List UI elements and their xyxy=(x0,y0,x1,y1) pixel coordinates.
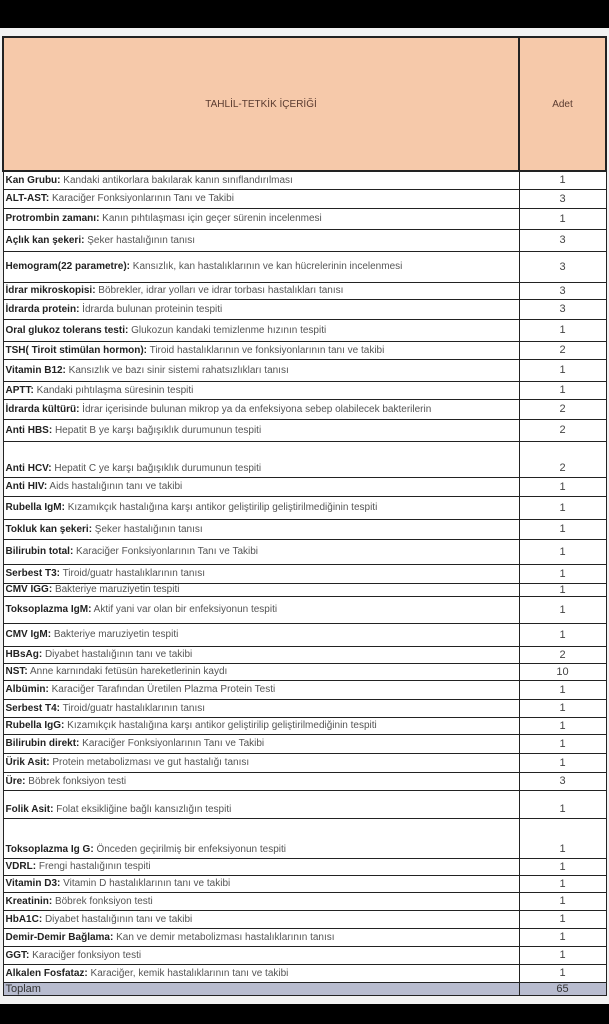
table-row xyxy=(3,596,606,623)
test-description: Karaciğer Tarafından Üretilen Plazma Protein Testi xyxy=(48,684,276,695)
table-row xyxy=(3,564,606,583)
test-name: Anti HCV: xyxy=(5,462,52,474)
test-count: 1 xyxy=(519,519,606,539)
table-row xyxy=(3,892,606,910)
test-name: APTT: xyxy=(5,384,34,396)
test-name: İdrar mikroskopisi: xyxy=(5,285,96,296)
test-description: Tiroid/guatr hastalıklarının tanısı xyxy=(59,568,206,579)
test-description-cell xyxy=(3,539,519,564)
table-row xyxy=(3,441,606,477)
test-description: Hepatit C ye karşı bağışıklık durumunun tespiti xyxy=(51,462,262,474)
test-description-cell xyxy=(3,875,519,892)
test-description-cell xyxy=(3,419,519,441)
test-count: 2 xyxy=(519,441,606,477)
table-row xyxy=(3,623,606,646)
table-row xyxy=(3,699,606,717)
test-description: Anne karnındaki fetüsün hareketlerinin kaydı xyxy=(27,666,228,677)
test-description: Kanın pıhtılaşması için geçer sürenin incelenmesi xyxy=(99,213,322,224)
test-description-cell xyxy=(3,583,519,596)
test-description: Şeker hastalığının tanısı xyxy=(84,234,196,246)
test-name: Anti HBS: xyxy=(5,424,53,436)
test-description-cell xyxy=(3,818,519,858)
test-description-cell xyxy=(3,299,519,319)
test-name: ALT-AST: xyxy=(5,193,50,204)
test-count: 3 xyxy=(519,772,606,790)
test-description-cell xyxy=(3,753,519,772)
test-description: Bakteriye maruziyetin tespiti xyxy=(52,584,180,595)
test-description: Vitamin D hastalıklarının tanı ve takibi xyxy=(60,878,231,889)
table-row xyxy=(3,419,606,441)
table-row xyxy=(3,477,606,496)
test-count: 1 xyxy=(519,208,606,229)
table-row xyxy=(3,539,606,564)
test-description-cell xyxy=(3,282,519,299)
test-count: 10 xyxy=(519,663,606,680)
test-count: 1 xyxy=(519,496,606,519)
test-description: Diyabet hastalığının tanı ve takibi xyxy=(42,913,193,925)
test-count: 3 xyxy=(519,299,606,319)
test-count: 1 xyxy=(519,539,606,564)
table-row xyxy=(3,341,606,359)
test-count: 3 xyxy=(519,189,606,208)
test-count: 1 xyxy=(519,381,606,399)
table-row xyxy=(3,858,606,875)
test-count: 1 xyxy=(519,946,606,964)
table-row xyxy=(3,496,606,519)
test-name: TSH( Tiroit stimülan hormon): xyxy=(5,344,147,356)
test-count: 1 xyxy=(519,790,606,818)
total-label: Toplam xyxy=(3,982,519,995)
test-description-cell xyxy=(3,496,519,519)
test-count: 3 xyxy=(519,282,606,299)
test-description: Kandaki pıhtılaşma süresinin tespiti xyxy=(33,384,194,396)
test-description: Folat eksikliğine bağlı kansızlığın tespiti xyxy=(53,803,232,815)
test-description: Kızamıkçık hastalığına karşı antikor geliştirilip geliştirilmediğinin tespiti xyxy=(64,720,377,731)
spreadsheet xyxy=(0,28,609,1004)
test-description-cell xyxy=(3,596,519,623)
table-row xyxy=(3,319,606,341)
test-description-cell xyxy=(3,359,519,381)
test-count: 1 xyxy=(519,753,606,772)
test-name: Vitamin B12: xyxy=(5,364,66,376)
table-row xyxy=(3,928,606,946)
table-row xyxy=(3,772,606,790)
test-name: Serbest T3: xyxy=(5,568,60,579)
test-description-cell xyxy=(3,928,519,946)
test-description-cell xyxy=(3,477,519,496)
test-name: Kreatinin: xyxy=(5,895,53,907)
test-name: Oral glukoz tolerans testi: xyxy=(5,324,129,336)
test-name: HbA1C: xyxy=(5,913,43,925)
test-name: Toksoplazma IgM: xyxy=(5,604,92,615)
test-description: Kandaki antikorlara bakılarak kanın sınıflandırılması xyxy=(60,174,293,186)
header-content: TAHLİL-TETKİK İÇERİĞİ xyxy=(3,37,519,171)
test-description-cell xyxy=(3,646,519,663)
test-description-cell xyxy=(3,680,519,699)
table-row xyxy=(3,381,606,399)
test-description: Kansızlık, kan hastalıklarının ve kan hücrelerinin incelenmesi xyxy=(130,261,403,272)
test-name: İdrarda kültürü: xyxy=(5,403,80,415)
test-name: Ürik Asit: xyxy=(5,757,50,768)
test-name: Rubella IgM: xyxy=(5,502,65,513)
test-description: Böbrek fonksiyon testi xyxy=(25,775,127,787)
test-description: Karaciğer Fonksiyonlarının Tanı ve Takibi xyxy=(73,546,259,557)
table-row xyxy=(3,734,606,753)
test-name: Üre: xyxy=(5,775,26,787)
total-row xyxy=(3,982,606,995)
total-count: 65 xyxy=(519,982,606,995)
test-count: 1 xyxy=(519,734,606,753)
table-row xyxy=(3,583,606,596)
test-count: 1 xyxy=(519,680,606,699)
test-name: CMV IGG: xyxy=(5,584,53,595)
test-description: Aktif yani var olan bir enfeksiyonun tespiti xyxy=(91,604,278,615)
test-name: Anti HIV: xyxy=(5,481,48,492)
test-count: 1 xyxy=(519,964,606,982)
test-count: 1 xyxy=(519,623,606,646)
header-count: Adet xyxy=(519,37,606,171)
test-count: 1 xyxy=(519,717,606,734)
test-name: Folik Asit: xyxy=(5,803,54,815)
test-name: Kan Grubu: xyxy=(5,174,61,186)
test-count: 2 xyxy=(519,341,606,359)
test-description: Böbrek fonksiyon testi xyxy=(52,895,153,907)
test-description-cell xyxy=(3,964,519,982)
test-description-cell xyxy=(3,910,519,928)
test-description-cell xyxy=(3,381,519,399)
test-name: GGT: xyxy=(5,949,30,961)
test-count: 1 xyxy=(519,477,606,496)
test-count: 1 xyxy=(519,928,606,946)
test-name: Alkalen Fosfataz: xyxy=(5,967,88,979)
table-row xyxy=(3,189,606,208)
test-count: 3 xyxy=(519,251,606,282)
table-row xyxy=(3,229,606,251)
test-description-cell xyxy=(3,699,519,717)
table-row xyxy=(3,519,606,539)
test-description: Karaciğer Fonksiyonlarının Tanı ve Takibi xyxy=(49,193,234,204)
table-row xyxy=(3,818,606,858)
test-count: 1 xyxy=(519,699,606,717)
test-description: Frengi hastalığının tespiti xyxy=(36,861,151,872)
test-count: 1 xyxy=(519,564,606,583)
test-name: NST: xyxy=(5,666,28,677)
test-description-cell xyxy=(3,341,519,359)
test-name: Serbest T4: xyxy=(5,702,60,714)
test-count: 2 xyxy=(519,646,606,663)
test-count: 2 xyxy=(519,419,606,441)
test-description: Kan ve demir metabolizması hastalıklarının tanısı xyxy=(113,931,335,943)
table-row xyxy=(3,299,606,319)
test-description: Önceden geçirilmiş bir enfeksiyonun tespiti xyxy=(93,843,286,855)
test-description: Karaciğer fonksiyon testi xyxy=(29,949,142,961)
test-name: Vitamin D3: xyxy=(5,878,61,889)
test-description-cell xyxy=(3,623,519,646)
test-table xyxy=(2,36,607,996)
test-description: Karaciğer Fonksiyonlarının Tanı ve Takibi xyxy=(79,738,265,749)
test-name: HBsAg: xyxy=(5,649,43,660)
test-description-cell xyxy=(3,946,519,964)
table-row xyxy=(3,646,606,663)
test-count: 1 xyxy=(519,818,606,858)
test-count: 1 xyxy=(519,858,606,875)
test-name: Bilirubin direkt: xyxy=(5,738,80,749)
test-description-cell xyxy=(3,208,519,229)
test-description-cell xyxy=(3,734,519,753)
test-count: 1 xyxy=(519,171,606,189)
test-count: 3 xyxy=(519,229,606,251)
test-description: Şeker hastalığının tanısı xyxy=(92,523,203,535)
test-name: Demir-Demir Bağlama: xyxy=(5,931,114,943)
table-row xyxy=(3,282,606,299)
test-name: Protrombin zamanı: xyxy=(5,213,100,224)
test-description: Hepatit B ye karşı bağışıklık durumunun tespiti xyxy=(52,424,262,436)
test-name: Albümin: xyxy=(5,684,49,695)
table-row xyxy=(3,359,606,381)
test-description-cell xyxy=(3,399,519,419)
test-description-cell xyxy=(3,251,519,282)
test-description: Karaciğer, kemik hastalıklarının tanı ve takibi xyxy=(87,967,289,979)
test-description: Protein metabolizması ve gut hastalığı tanısı xyxy=(49,757,250,768)
test-name: Toksoplazma Ig G: xyxy=(5,843,94,855)
test-count: 1 xyxy=(519,875,606,892)
test-name: CMV IgM: xyxy=(5,629,52,640)
test-name: Açlık kan şekeri: xyxy=(5,234,85,246)
test-description-cell xyxy=(3,663,519,680)
test-name: Rubella IgG: xyxy=(5,720,65,731)
test-description-cell xyxy=(3,564,519,583)
test-count: 1 xyxy=(519,892,606,910)
table-row xyxy=(3,946,606,964)
test-description: Kansızlık ve bazı sinir sistemi rahatsızlıkları tanısı xyxy=(65,364,289,376)
table-row xyxy=(3,964,606,982)
test-description: Diyabet hastalığının tanı ve takibi xyxy=(42,649,193,660)
test-name: Bilirubin total: xyxy=(5,546,74,557)
table-row xyxy=(3,663,606,680)
table-row xyxy=(3,208,606,229)
table-row xyxy=(3,753,606,772)
test-description: Kızamıkçık hastalığına karşı antikor geliştirilip geliştirilmediğinin tespiti xyxy=(64,502,378,513)
test-name: Tokluk kan şekeri: xyxy=(5,523,93,535)
test-description: Tiroid/guatr hastalıklarının tanısı xyxy=(59,702,206,714)
test-description-cell xyxy=(3,229,519,251)
header-row xyxy=(3,37,606,171)
test-description-cell xyxy=(3,519,519,539)
test-name: İdrarda protein: xyxy=(5,303,80,315)
test-description-cell xyxy=(3,717,519,734)
table-row xyxy=(3,171,606,189)
test-description-cell xyxy=(3,441,519,477)
test-count: 1 xyxy=(519,319,606,341)
test-name: Hemogram(22 parametre): xyxy=(5,261,130,272)
table-row xyxy=(3,251,606,282)
test-count: 1 xyxy=(519,596,606,623)
test-description-cell xyxy=(3,189,519,208)
test-name: VDRL: xyxy=(5,861,37,872)
test-description: Bakteriye maruziyetin tespiti xyxy=(51,629,179,640)
test-description-cell xyxy=(3,790,519,818)
table-row xyxy=(3,680,606,699)
test-description-cell xyxy=(3,858,519,875)
test-description: Aids hastalığının tanı ve takibi xyxy=(47,481,183,492)
test-description: İdrarda bulunan proteinin tespiti xyxy=(79,303,223,315)
test-count: 1 xyxy=(519,910,606,928)
test-description-cell xyxy=(3,171,519,189)
test-description: Tiroid hastalıklarının ve fonksiyonlarının tanı ve takibi xyxy=(146,344,385,356)
test-description-cell xyxy=(3,772,519,790)
table-row xyxy=(3,399,606,419)
test-description: Böbrekler, idrar yolları ve idrar torbası hastalıkları tanısı xyxy=(95,285,344,296)
table-row xyxy=(3,910,606,928)
test-description-cell xyxy=(3,892,519,910)
test-count: 2 xyxy=(519,399,606,419)
table-row xyxy=(3,790,606,818)
test-count: 1 xyxy=(519,359,606,381)
test-description-cell xyxy=(3,319,519,341)
test-description: Glukozun kandaki temizlenme hızının tespiti xyxy=(128,324,327,336)
test-description: İdrar içerisinde bulunan mikrop ya da enfeksiyona sebep olabilecek bakterilerin xyxy=(79,403,432,415)
table-row xyxy=(3,717,606,734)
table-row xyxy=(3,875,606,892)
test-count: 1 xyxy=(519,583,606,596)
